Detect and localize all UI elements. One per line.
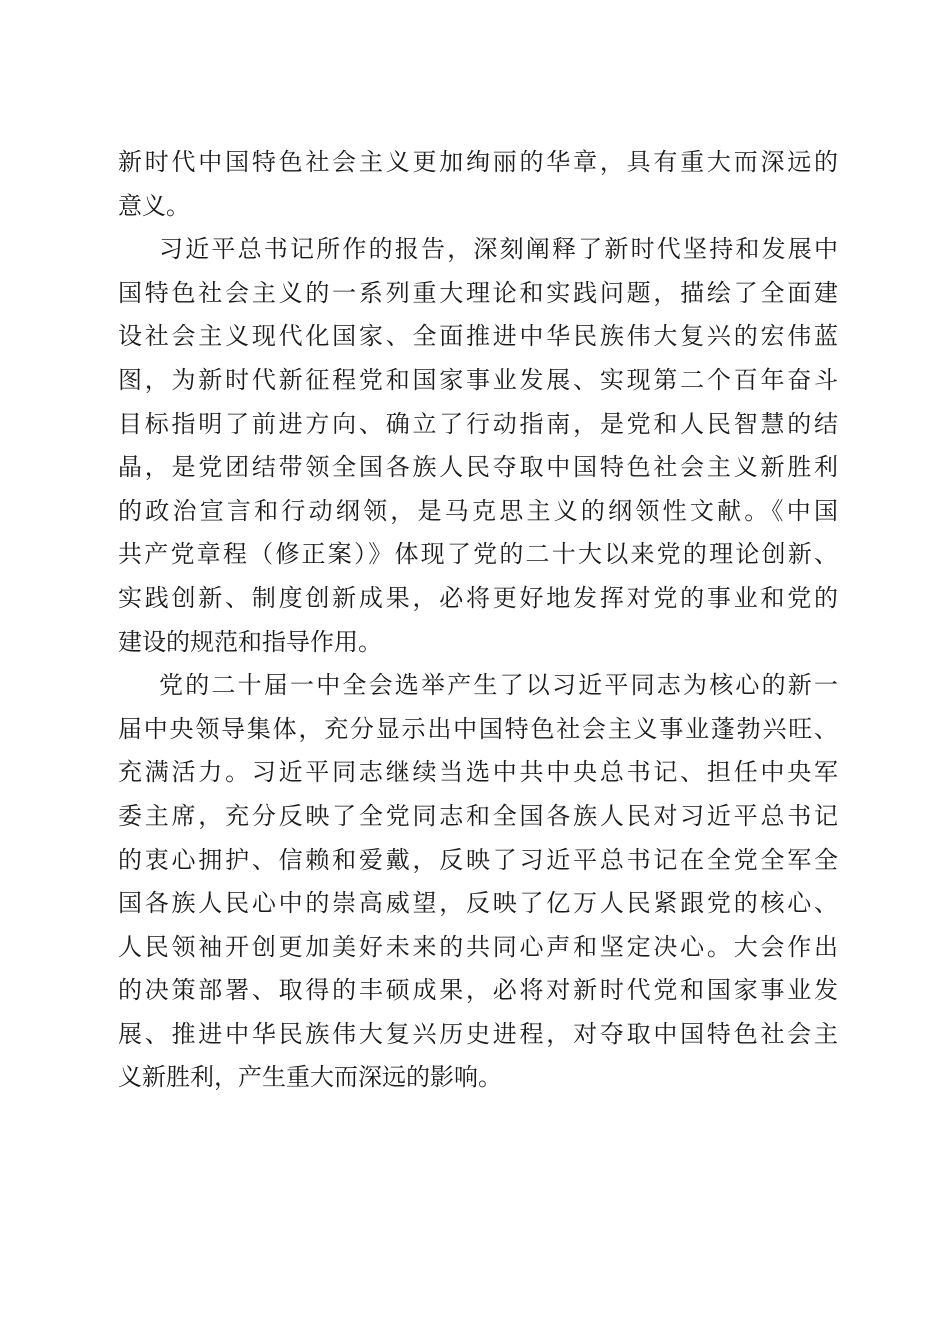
paragraph-1 xyxy=(118,141,838,228)
paragraph-line: 建设的规范和指导作用。 xyxy=(118,627,382,656)
paragraph-line: 届中央领导集体，充分显示出中国特色社会主义事业蓬勃兴旺、 xyxy=(118,714,838,743)
paragraph-line: 展、推进中华民族伟大复兴历史进程，对夺取中国特色社会主 xyxy=(118,1019,838,1048)
paragraph-3 xyxy=(118,664,838,1100)
paragraph-line: 晶，是党团结带领全国各族人民夺取中国特色社会主义新胜利 xyxy=(118,453,838,482)
paragraph-line: 新时代中国特色社会主义更加绚丽的华章，具有重大而深远的 xyxy=(118,148,838,176)
paragraph-line: 实践创新、制度创新成果，必将更好地发挥对党的事业和党的 xyxy=(118,583,838,612)
paragraph-line: 目标指明了前进方向、确立了行动指南，是党和人民智慧的结 xyxy=(118,409,838,438)
paragraph-line: 国特色社会主义的一系列重大理论和实践问题，描绘了全面建 xyxy=(118,278,838,307)
paragraph-line: 充满活力。习近平同志继续当选中共中央总书记、担任中央军 xyxy=(118,758,838,787)
paragraph-line: 设社会主义现代化国家、全面推进中华民族伟大复兴的宏伟蓝 xyxy=(118,322,838,351)
paragraph-line: 习近平总书记所作的报告，深刻阐释了新时代坚持和发展中 xyxy=(159,235,838,264)
paragraph-line: 的决策部署、取得的丰硕成果，必将对新时代党和国家事业发 xyxy=(118,976,838,1005)
paragraph-line: 人民领袖开创更加美好未来的共同心声和坚定决心。大会作出 xyxy=(118,932,838,961)
paragraph-line: 意义。 xyxy=(118,191,190,220)
paragraph-line: 党的二十届一中全会选举产生了以习近平同志为核心的新一 xyxy=(159,671,838,700)
document-body xyxy=(118,141,838,1100)
paragraph-line: 义新胜利，产生重大而深远的影响。 xyxy=(118,1063,502,1092)
paragraph-line: 委主席，充分反映了全党同志和全国各族人民对习近平总书记 xyxy=(118,801,838,830)
paragraph-line: 国各族人民心中的崇高威望，反映了亿万人民紧跟党的核心、 xyxy=(118,889,838,918)
paragraph-line: 图，为新时代新征程党和国家事业发展、实现第二个百年奋斗 xyxy=(118,365,838,394)
paragraph-line: 的政治宣言和行动纲领，是马克思主义的纲领性文献。《中国 xyxy=(118,496,838,525)
paragraph-2 xyxy=(118,228,838,664)
paragraph-line: 的衷心拥护、信赖和爱戴，反映了习近平总书记在全党全军全 xyxy=(118,845,838,874)
paragraph-line: 共产党章程（修正案）》体现了党的二十大以来党的理论创新、 xyxy=(118,540,838,569)
